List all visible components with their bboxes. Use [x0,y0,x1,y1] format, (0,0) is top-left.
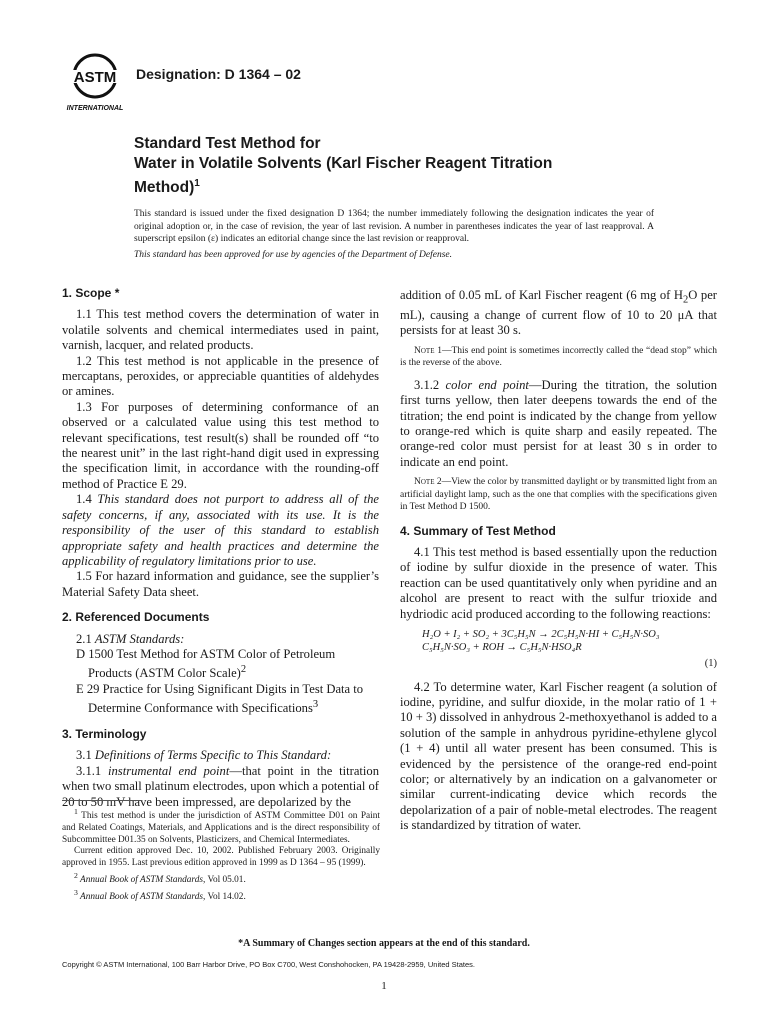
title-line-2: Water in Volatile Solvents (Karl Fischer Reagent Titration [134,155,553,172]
para-1-1: 1.1 This test method covers the determination of water in volatile solvents and chemical intermediates used in paint, varnish, lacquer, and related products. [62,307,379,353]
para-3-1: 3.1 Definitions of Terms Specific to This Standard: [76,748,332,763]
summary-heading: 4. Summary of Test Method [400,523,556,538]
svg-text:INTERNATIONAL: INTERNATIONAL [66,105,124,112]
para-4-1: 4.1 This test method is based essentially upon the reduction of iodine by sulfur dioxide in the presence of water. This reaction can be used quantitatively only when pyridine and an alcohol are present to react with the sulfur trioxide and hydriodic acid produced according to the following reactions: [400,545,717,621]
note-1: Note 1—This end point is sometimes incorrectly called the “dead stop” which is the reverse of the above. [400,345,717,369]
svg-text:ASTM: ASTM [73,69,117,86]
equation-line-2: C₅H₅N·SO₃ + ROH → C₅H₅N·HSO₄R [422,642,582,654]
footnote-3: $^3$ Annual Book of ASTM Standards, Vol 14.02. [74,887,246,903]
reference-e29: E 29 Practice for Using Significant Digits in Test Data to Determine Conformance with Specifications$^3$ [76,681,364,716]
designation: Designation: D 1364 – 02 [136,66,301,82]
copyright-line: Copyright © ASTM International, 100 Barr Harbor Drive, PO Box C700, West Conshohocken, PA 19428-2959, United States. [62,960,475,969]
issuance-statement: This standard is issued under the fixed designation D 1364; the number immediately following the designation indicates the year of original adoption or, in the case of revision, the year of last revision. A number in parentheses indicates the year of last reapproval. A superscript epsilon (ε) indicates an editorial change since the last revision or reapproval. [134,209,654,244]
title-line-3: Method)$^1$ [134,178,200,197]
left-column [62,286,379,810]
footnotes [62,806,380,904]
terminology-heading: 3. Terminology [62,726,147,741]
equation-number: (1) [704,658,717,670]
document-title [134,134,694,198]
title-line-1: Standard Test Method for [134,135,321,152]
astm-logo [62,52,128,114]
footnote-1: $^1$ This test method is under the jurisdiction of ASTM Committee D01 on Paint and Related Coatings, Materials, and Applications and is the direct responsibility of Subcommittee D01.35 on Solvents, Plasticizers, and Chemical Intermediates. [62,807,380,845]
para-3-1-1: 3.1.1 instrumental end point—that point in the titration when two small platinum electrodes, upon which a potential of 20 to 50 mV have been impressed, are depolarized by the [62,763,379,809]
reference-d1500: D 1500 Test Method for ASTM Color of Petroleum Products (ASTM Color Scale)$^2$ [76,646,336,681]
page-number: 1 [381,980,387,992]
para-1-4: 1.4 This standard does not purport to address all of the safety concerns, if any, associated with its use. It is the responsibility of the user of this standard to establish appropriate safety and health practices and determine the applicability of regulatory limitations prior to use. [62,492,379,568]
scope-heading: 1. Scope * [62,286,120,300]
footnote-rule [62,800,142,801]
note-2: Note 2—View the color by transmitted daylight or by transmitted light from an artificial daylight lamp, such as the one that complies with the specifications given in Test Method D 1500. [400,477,717,513]
para-1-2: 1.2 This test method is not applicable in the presence of mercaptans, peroxides, or appreciable quantities of aldehydes or amines. [62,353,379,399]
footnote-2: $^2$ Annual Book of ASTM Standards, Vol 05.01. [74,871,246,886]
para-1-3: 1.3 For purposes of determining conformance of an observed or a calculated value using this test method to relevant specifications, test result(s) shall be rounded off “to the nearest unit” in the last right-hand digit used in expressing the specification limit, in accordance with the rounding-off method of Practice E 29. [62,399,379,491]
para-3-1-2: 3.1.2 color end point—During the titration, the solution first turns yellow, then later deepens towards the end of the titration; the end point is indicated by the change from yellow to orange-red which is quite sharp and easily repeated. The orange-red color must persist for at least 30 s in order to indicate an end point. [400,377,717,469]
para-1-5: 1.5 For hazard information and guidance, see the supplier’s Material Safety Data sheet. [62,569,379,599]
equation-line-1: H₂O + I₂ + SO₂ + 3C₅H₅N → 2C₅H₅N·HI + C₅H₅N·SO₃ [422,629,660,641]
summary-of-changes-notice: *A Summary of Changes section appears at the end of this standard. [238,938,530,949]
footnote-1-edition: Current edition approved Dec. 10, 2002. Published February 2003. Originally approved in 1955. Last previous edition approved in 1999 as D 1364 – 95 (1999). [62,846,380,869]
para-4-2: 4.2 To determine water, Karl Fischer reagent (a solution of iodine, pyridine, and sulfur dioxide, in the molar ratio of 1 + 10 + 3) dissolved in anhydrous 2-methoxyethanol is added to a solution of the sample in anhydrous pyridine-ethylene glycol (1 + 4) until all water present has been consumed. This is evidenced by the persistence of the orange-red end-point color; or alternatively by an indication on a galvanometer or similar current-indicating device which records the depolarization of a pair of noble-metal electrodes. The reagent is standardized by titration of water. [400,679,717,833]
title-footnote-mark: 1 [194,178,200,189]
dod-approval-statement: This standard has been approved for use by agencies of the Department of Defense. [134,250,453,260]
right-column [400,288,717,834]
referenced-documents-heading: 2. Referenced Documents [62,610,210,625]
para-2-1: 2.1 ASTM Standards: [76,631,185,646]
para-3-1-1-continued: addition of 0.05 mL of Karl Fischer reagent (6 mg of $H_2O$ per mL), causing a change of current flow of 10 to 20 μA that persists for at least 30 s. [400,288,718,338]
